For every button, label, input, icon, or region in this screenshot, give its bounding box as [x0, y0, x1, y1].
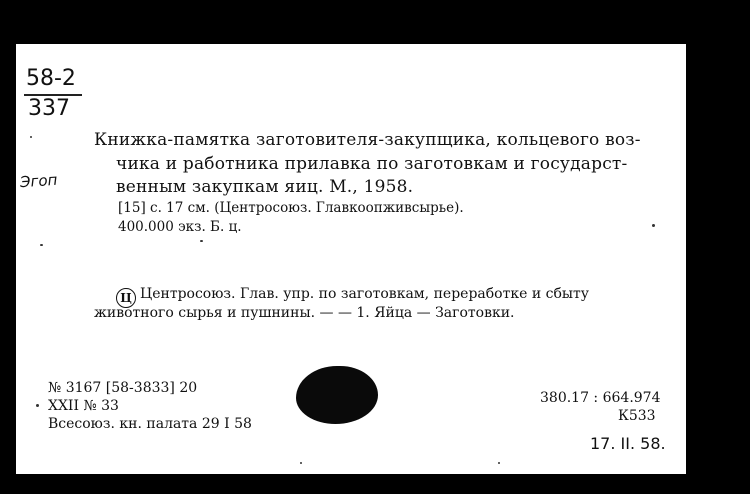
shelfmark-top: 58-2 — [26, 66, 76, 91]
registration-line-1: № 3167 [58-3833] 20 — [48, 380, 198, 396]
title-line-1: Книжка-памятка заготовителя-закупщика, кольцевого воз- — [94, 130, 641, 150]
scan-speck — [36, 404, 39, 407]
subject-note-line-2: животного сырья и пушнины. — — 1. Яйца — Заготовки. — [94, 305, 515, 321]
subject-note-line-1: Центросоюз. Глав. упр. по заготовкам, переработке и сбыту — [140, 286, 590, 302]
title-line-2: чика и работника прилавка по заготовкам и государст- — [116, 154, 628, 174]
udc-number: 380.17 : 664.974 — [540, 390, 661, 406]
author-code: К533 — [618, 408, 656, 424]
registration-line-2: XXII № 33 — [48, 398, 119, 414]
title-line-3: венным закупкам яиц. М., 1958. — [116, 177, 414, 197]
ink-blot — [296, 366, 378, 424]
handwritten-margin-note: Эгоп — [19, 170, 58, 192]
collation-line-1: [15] с. 17 см. (Центросоюз. Главкоопживсырье). — [118, 200, 464, 216]
registration-line-3: Всесоюз. кн. палата 29 I 58 — [48, 416, 252, 432]
scan-speck — [40, 244, 43, 246]
scan-speck — [200, 240, 203, 242]
subject-mark: Ц — [116, 288, 136, 308]
collation-line-2: 400.000 экз. Б. ц. — [118, 219, 242, 235]
shelfmark-bottom: 337 — [28, 96, 70, 121]
scan-speck — [30, 136, 32, 138]
handwritten-date: 17. II. 58. — [590, 434, 666, 453]
scan-speck — [498, 462, 500, 464]
scan-speck — [652, 224, 655, 227]
scan-speck — [300, 462, 302, 464]
